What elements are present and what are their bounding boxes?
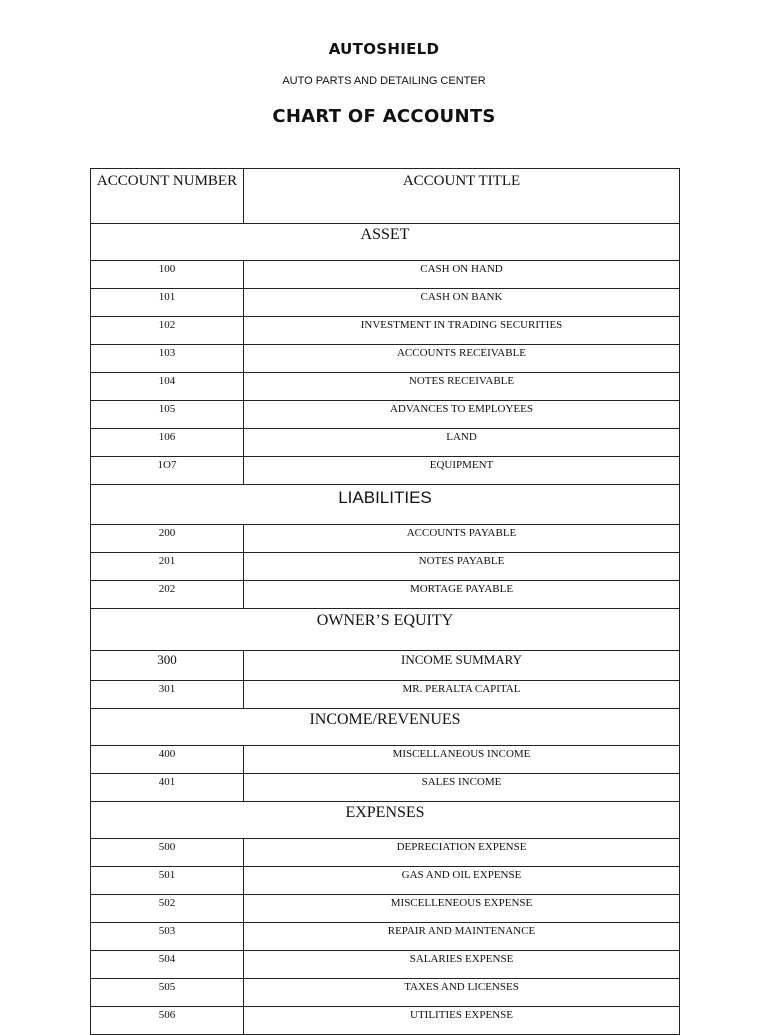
table-row: [91, 895, 680, 923]
section-row-liabilities: [91, 485, 680, 525]
table-row: [91, 681, 680, 709]
account-number: 1O7: [91, 457, 244, 485]
account-number: 100: [91, 261, 244, 289]
table-row: [91, 345, 680, 373]
account-title: ADVANCES TO EMPLOYEES: [244, 401, 680, 429]
account-number: 103: [91, 345, 244, 373]
header-account-number: ACCOUNT NUMBER: [91, 169, 244, 224]
account-title: SALES INCOME: [244, 774, 680, 802]
account-title: DEPRECIATION EXPENSE: [244, 839, 680, 867]
account-title: LAND: [244, 429, 680, 457]
document-title: CHART OF ACCOUNTS: [272, 106, 496, 127]
account-number: 502: [91, 895, 244, 923]
table-row: [91, 553, 680, 581]
section-title: ASSET: [91, 224, 680, 261]
account-title: MR. PERALTA CAPITAL: [244, 681, 680, 709]
section-title: LIABILITIES: [91, 485, 680, 525]
table-row: [91, 774, 680, 802]
table-row: [91, 951, 680, 979]
account-title: GAS AND OIL EXPENSE: [244, 867, 680, 895]
account-number: 505: [91, 979, 244, 1007]
table-row: [91, 457, 680, 485]
account-title: INCOME SUMMARY: [244, 651, 680, 681]
table-row: [91, 651, 680, 681]
account-title: CASH ON BANK: [244, 289, 680, 317]
account-title: REPAIR AND MAINTENANCE: [244, 923, 680, 951]
section-title: INCOME/REVENUES: [91, 709, 680, 746]
account-title: NOTES PAYABLE: [244, 553, 680, 581]
table-row: [91, 581, 680, 609]
table-row: [91, 373, 680, 401]
table-row: [91, 746, 680, 774]
account-number: 104: [91, 373, 244, 401]
table-row: [91, 979, 680, 1007]
table-row: [91, 525, 680, 553]
account-number: 202: [91, 581, 244, 609]
account-title: INVESTMENT IN TRADING SECURITIES: [244, 317, 680, 345]
section-title: EXPENSES: [91, 802, 680, 839]
account-number: 500: [91, 839, 244, 867]
table-row: [91, 923, 680, 951]
account-title: MISCELLENEOUS EXPENSE: [244, 895, 680, 923]
account-title: NOTES RECEIVABLE: [244, 373, 680, 401]
company-name: AUTOSHIELD: [328, 40, 440, 58]
account-number: 201: [91, 553, 244, 581]
account-number: 503: [91, 923, 244, 951]
account-number: 400: [91, 746, 244, 774]
account-title: ACCOUNTS RECEIVABLE: [244, 345, 680, 373]
section-row-expenses: [91, 802, 680, 839]
account-title: ACCOUNTS PAYABLE: [244, 525, 680, 553]
account-number: 105: [91, 401, 244, 429]
table-row: [91, 429, 680, 457]
account-number: 200: [91, 525, 244, 553]
table-row: [91, 867, 680, 895]
section-row-asset: [91, 224, 680, 261]
header-account-title: ACCOUNT TITLE: [244, 169, 680, 224]
account-title: CASH ON HAND: [244, 261, 680, 289]
account-number: 301: [91, 681, 244, 709]
table-row: [91, 839, 680, 867]
account-title: SALARIES EXPENSE: [244, 951, 680, 979]
table-row: [91, 401, 680, 429]
chart-of-accounts-table: [90, 168, 680, 1035]
table-row: [91, 289, 680, 317]
account-number: 102: [91, 317, 244, 345]
account-title: MISCELLANEOUS INCOME: [244, 746, 680, 774]
account-number: 504: [91, 951, 244, 979]
account-title: UTILITIES EXPENSE: [244, 1007, 680, 1035]
table-row: [91, 317, 680, 345]
account-title: TAXES AND LICENSES: [244, 979, 680, 1007]
section-title: OWNER’S EQUITY: [91, 609, 680, 651]
company-subtitle: AUTO PARTS AND DETAILING CENTER: [282, 75, 486, 87]
section-row-income-revenues: [91, 709, 680, 746]
account-number: 506: [91, 1007, 244, 1035]
account-number: 300: [91, 651, 244, 681]
account-number: 106: [91, 429, 244, 457]
table-header-row: [91, 169, 680, 224]
table-row: [91, 261, 680, 289]
account-number: 401: [91, 774, 244, 802]
account-title: MORTAGE PAYABLE: [244, 581, 680, 609]
section-row-owners-equity: [91, 609, 680, 651]
table-row: [91, 1007, 680, 1035]
account-title: EQUIPMENT: [244, 457, 680, 485]
account-number: 501: [91, 867, 244, 895]
account-number: 101: [91, 289, 244, 317]
